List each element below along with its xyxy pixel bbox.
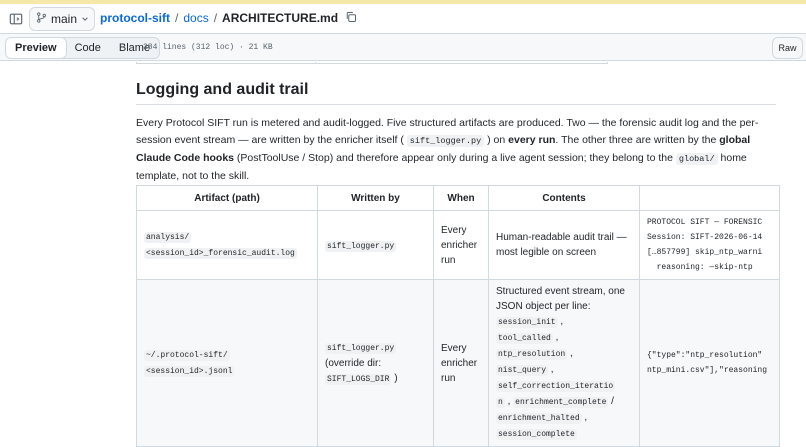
inline-code: <session_id>_forensic_audit.log (146, 249, 295, 258)
cell-artifact (137, 280, 318, 447)
breadcrumb-folder-link[interactable]: docs (183, 11, 209, 25)
code-line: […857799] skip_ntp_warni (647, 248, 763, 257)
table-row (137, 280, 780, 447)
breadcrumb-separator: / (213, 11, 218, 25)
cell-written-by (318, 211, 434, 280)
previous-table-edge (136, 62, 608, 64)
view-mode-tabs (5, 37, 160, 59)
inline-code: session_init (498, 318, 556, 327)
para-bold: global Claude Code hooks (136, 134, 751, 164)
inline-code: global/ (676, 153, 718, 165)
cell-contents: Structured event stream, one JSON object per line: session_init , tool_called , ntp_resolution , nist_query , self_correction_iteratio n , enrichment_complete / enrichment_halted , session_complete (489, 280, 640, 447)
cell-example (640, 280, 780, 447)
inline-code: enrichment_halted (498, 414, 580, 423)
para-text: (PostToolUse / Stop) and therefore appear only during a live agent session; they belong to the (234, 152, 676, 164)
tab-blame[interactable]: Blame (118, 42, 151, 54)
cell-example (640, 211, 780, 280)
inline-code: analysis/ (146, 233, 190, 242)
markdown-body (0, 62, 806, 447)
header-contents: Contents (489, 186, 640, 211)
para-text: home template, not to the skill. (136, 152, 747, 182)
inline-code: nist_query (498, 366, 547, 375)
cell-artifact (137, 211, 318, 280)
cell-text: ) (394, 372, 398, 384)
copy-path-icon[interactable] (345, 11, 359, 25)
code-line: PROTOCOL SIFT — FORENSIC (647, 218, 763, 227)
header-written-by: Written by (318, 186, 434, 211)
breadcrumb-current-file: ARCHITECTURE.md (222, 11, 339, 25)
cell-text: most legible on screen (496, 247, 597, 258)
heading-rule (136, 104, 776, 105)
inline-code: self_correction_iteratio (498, 382, 614, 391)
code-line: {"type":"ntp_resolution" (647, 351, 763, 360)
inline-code: ntp_resolution (498, 350, 566, 359)
inline-code: tool_called (498, 334, 551, 343)
table-row (137, 211, 780, 280)
inline-code: sift_logger.py (407, 135, 484, 147)
file-meta-info: 384 lines (312 loc) · 21 KB (143, 43, 273, 52)
code-line: reasoning: —skip-ntp (647, 263, 753, 272)
cell-text: Structured event stream, one (496, 286, 625, 297)
branch-name: main (51, 12, 78, 26)
raw-button[interactable]: Raw (772, 37, 803, 59)
inline-code: n (498, 398, 503, 407)
breadcrumb (100, 11, 359, 25)
inline-code: ~/.protocol-sift/ (146, 351, 228, 360)
para-text: ) on (484, 134, 509, 146)
header-when: When (434, 186, 489, 211)
cell-text: Every (441, 342, 467, 354)
breadcrumb-separator: / (175, 11, 179, 25)
cell-when (434, 280, 489, 447)
para-text: Every Protocol SIFT run is metered and audit-logged. Five structured artifacts are produced. Two — the forensic audit log and the per-session event stream — are written by the enricher itself ( (136, 117, 759, 146)
tab-preview[interactable]: Preview (5, 37, 67, 59)
header-artifact: Artifact (path) (137, 186, 318, 211)
branch-selector-button[interactable] (29, 7, 95, 31)
cell-text: JSON object per line: (496, 301, 591, 312)
path-bar (0, 4, 806, 33)
inline-code: enrichment_complete (515, 398, 607, 407)
inline-code: SIFT_LOGS_DIR (327, 374, 390, 384)
inline-code: sift_logger.py (327, 343, 395, 353)
cell-text: enricher (441, 357, 478, 369)
inline-code: <session_id>.jsonl (146, 367, 233, 376)
cell-written-by (318, 280, 434, 447)
table-header-row (137, 186, 780, 211)
cell-text: run (441, 372, 456, 384)
breadcrumb-repo-link[interactable]: protocol-sift (100, 11, 170, 25)
code-line: Session: SIFT-2026-06-14 (647, 233, 763, 242)
tab-code[interactable]: Code (74, 42, 101, 54)
code-line: ntp_mini.csv"],"reasoning (647, 366, 768, 375)
branch-icon (36, 12, 47, 26)
cell-text: Every (441, 224, 467, 236)
sidebar-toggle-icon[interactable] (6, 9, 26, 29)
artifacts-table (136, 185, 780, 447)
cell-contents (489, 211, 640, 280)
section-paragraph (136, 115, 776, 185)
cell-text: run (441, 254, 456, 266)
section-heading: Logging and audit trail (136, 81, 309, 98)
inline-code: session_complete (498, 430, 575, 439)
cell-when (434, 211, 489, 280)
chevron-down-icon (81, 12, 89, 26)
header-example (640, 186, 780, 211)
para-bold: every run (508, 134, 556, 146)
para-text: . The other three are written by the (555, 134, 720, 146)
cell-text: (override dir: (325, 357, 382, 369)
cell-text: Human-readable audit trail — (496, 232, 627, 243)
inline-code: sift_logger.py (327, 241, 395, 251)
cell-text: enricher (441, 239, 478, 251)
file-header (0, 33, 806, 61)
